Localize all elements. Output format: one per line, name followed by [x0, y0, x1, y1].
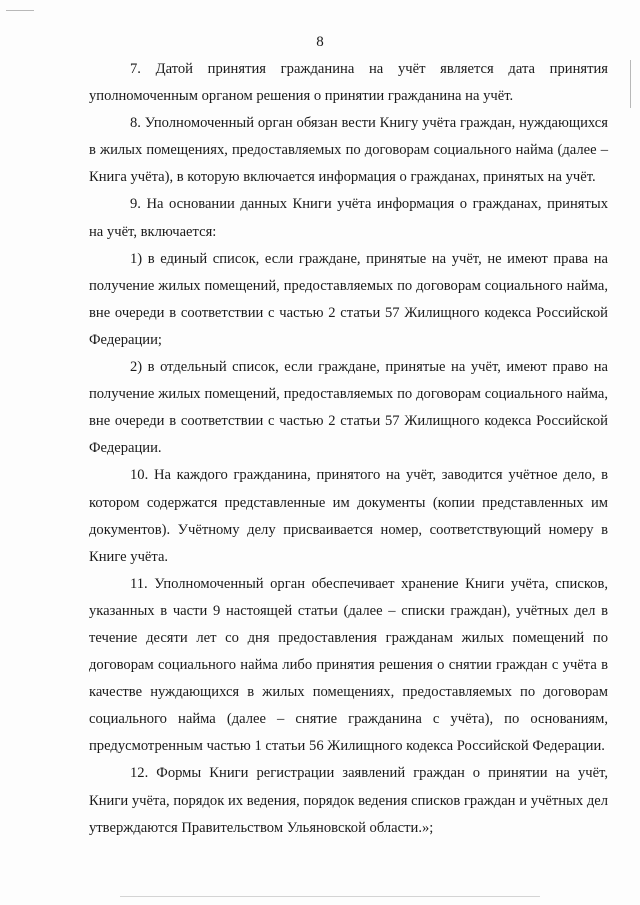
scan-edge-mark: [6, 10, 34, 11]
paragraph-12: 12. Формы Книги регистрации заявлений граждан о принятии на учёт, Книги учёта, порядок их ведения, порядок ведения списков граждан и учётных дел утверждаются Правительством Ульяновской области.»;: [89, 765, 608, 836]
page-number: 8: [316, 34, 324, 50]
paragraph-9-item-2: 2) в отдельный список, если граждане, принятые на учёт, имеют право на получение жилых помещений, предоставляемых по договорам социального найма, вне очереди в соответствии с частью 2 статьи 57 Жилищного кодекса Российской Федерации.: [89, 359, 608, 457]
document-body: [89, 56, 608, 842]
paragraph-9-item-1: 1) в единый список, если граждане, принятые на учёт, не имеют права на получение жилых помещений, предоставляемых по договорам социального найма, вне очереди в соответствии с частью 2 статьи 57 Жилищного кодекса Российской Федерации;: [89, 250, 608, 348]
paragraph-11: 11. Уполномоченный орган обеспечивает хранение Книги учёта, списков, указанных в части 9 настоящей статьи (далее – списки граждан), учётных дел в течение десяти лет со дня предоставления гражданам жилых помещений по договорам социального найма либо принятия решения о снятии граждан с учёта в качестве нуждающихся в жилых помещениях, предоставляемых по договорам социального найма (далее – снятие гражданина с учёта), по основаниям, предусмотренным частью 1 статьи 56 Жилищного кодекса Российской Федерации.: [89, 575, 608, 755]
paragraph-10: 10. На каждого гражданина, принятого на учёт, заводится учётное дело, в котором содержатся представленные им документы (копии представленных им документов). Учётному делу присваивается номер, соответствующий номеру в Книге учёта.: [89, 467, 608, 565]
paragraph-8: 8. Уполномоченный орган обязан вести Книгу учёта граждан, нуждающихся в жилых помещениях, предоставляемых по договорам социального найма (далее – Книга учёта), в которую включается информация о гражданах, принятых на учёт.: [89, 115, 608, 186]
scan-edge-mark: [630, 60, 631, 108]
paragraph-7: 7. Датой принятия гражданина на учёт является дата принятия уполномоченным органом решения о принятии гражданина на учёт.: [89, 61, 608, 105]
paragraph-9: 9. На основании данных Книги учёта информация о гражданах, принятых на учёт, включается:: [89, 196, 608, 240]
scan-edge-mark: [120, 896, 540, 897]
